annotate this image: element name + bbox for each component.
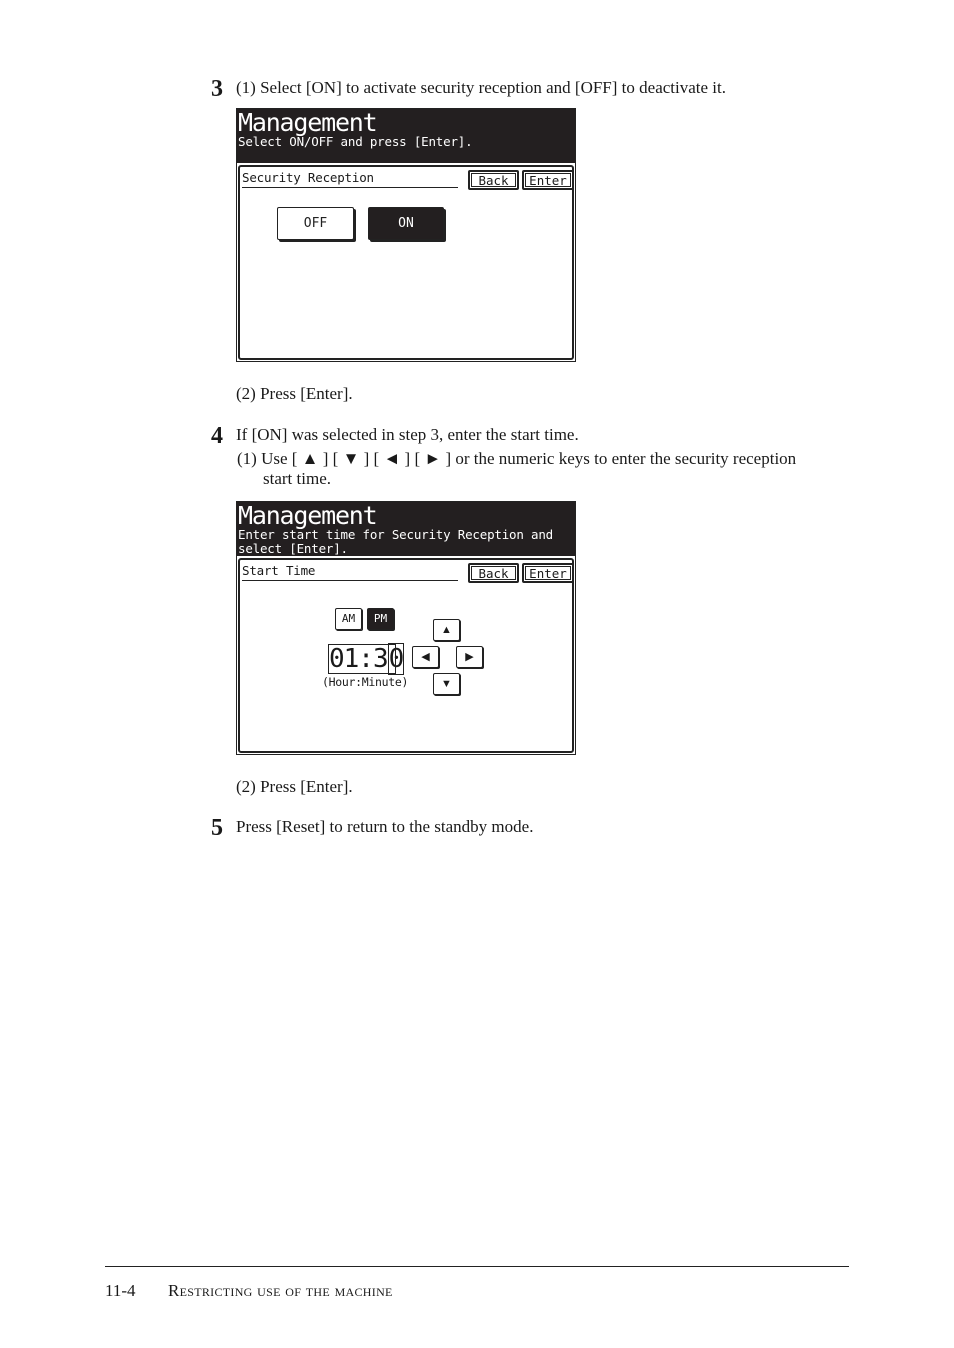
enter-button[interactable]: Enter bbox=[522, 563, 574, 583]
right-arrow-icon: ▶ bbox=[465, 650, 474, 663]
am-button[interactable]: AM bbox=[335, 608, 362, 630]
step-3-press-enter: (2) Press [Enter]. bbox=[236, 384, 353, 403]
hour-minute-hint: (Hour:Minute) bbox=[322, 675, 409, 689]
step-4-sub-instruction-1: (1) Use [ ▲ ] [ ▼ ] [ ◄ ] [ ► ] or the numeric keys to enter the security reception bbox=[237, 449, 797, 468]
step-3-instruction: (1) Select [ON] to activate security reception and [OFF] to deactivate it. bbox=[236, 78, 726, 97]
pm-button[interactable]: PM bbox=[367, 608, 394, 630]
screen-subtitle-1: Enter start time for Security Reception and bbox=[238, 527, 554, 542]
down-arrow-button[interactable] bbox=[433, 673, 460, 695]
screen-header bbox=[237, 502, 575, 556]
security-reception-label: Security Reception bbox=[242, 170, 458, 188]
off-button[interactable]: OFF bbox=[277, 207, 354, 240]
section-title: Restricting use of the machine bbox=[168, 1281, 393, 1300]
screen-subtitle-2: select [Enter]. bbox=[238, 541, 348, 556]
time-display-frame bbox=[328, 644, 396, 674]
enter-button[interactable]: Enter bbox=[522, 170, 574, 190]
up-arrow-button[interactable] bbox=[433, 619, 460, 641]
screen-header bbox=[237, 109, 575, 163]
right-arrow-button[interactable] bbox=[456, 646, 483, 668]
on-button[interactable]: ON bbox=[368, 207, 444, 240]
screen-body bbox=[238, 558, 574, 753]
step-4-instruction: If [ON] was selected in step 3, enter the start time. bbox=[236, 425, 579, 444]
step-4-number: 4 bbox=[211, 423, 223, 449]
footer-rule bbox=[105, 1266, 849, 1267]
screen-body bbox=[238, 165, 574, 360]
time-value: 01:3 bbox=[329, 644, 388, 674]
step-4-press-enter: (2) Press [Enter]. bbox=[236, 777, 353, 796]
down-arrow-icon: ▼ bbox=[441, 677, 452, 690]
step-5-number: 5 bbox=[211, 815, 223, 841]
back-button[interactable]: Back bbox=[468, 563, 519, 583]
security-reception-screen bbox=[236, 108, 576, 362]
up-arrow-icon: ▲ bbox=[441, 623, 452, 636]
screen-title: Management bbox=[238, 501, 377, 530]
time-cursor-digit: 0 bbox=[388, 644, 404, 674]
screen-subtitle: Select ON/OFF and press [Enter]. bbox=[238, 134, 473, 149]
step-5-instruction: Press [Reset] to return to the standby mode. bbox=[236, 817, 534, 836]
start-time-label: Start Time bbox=[242, 563, 458, 581]
back-button[interactable]: Back bbox=[468, 170, 519, 190]
left-arrow-icon: ◀ bbox=[421, 650, 430, 663]
screen-title: Management bbox=[238, 108, 377, 137]
step-3-number: 3 bbox=[211, 76, 223, 102]
start-time-screen bbox=[236, 501, 576, 755]
page-number: 11-4 bbox=[105, 1281, 136, 1300]
step-4-sub-instruction-2: start time. bbox=[263, 469, 331, 488]
left-arrow-button[interactable] bbox=[412, 646, 439, 668]
